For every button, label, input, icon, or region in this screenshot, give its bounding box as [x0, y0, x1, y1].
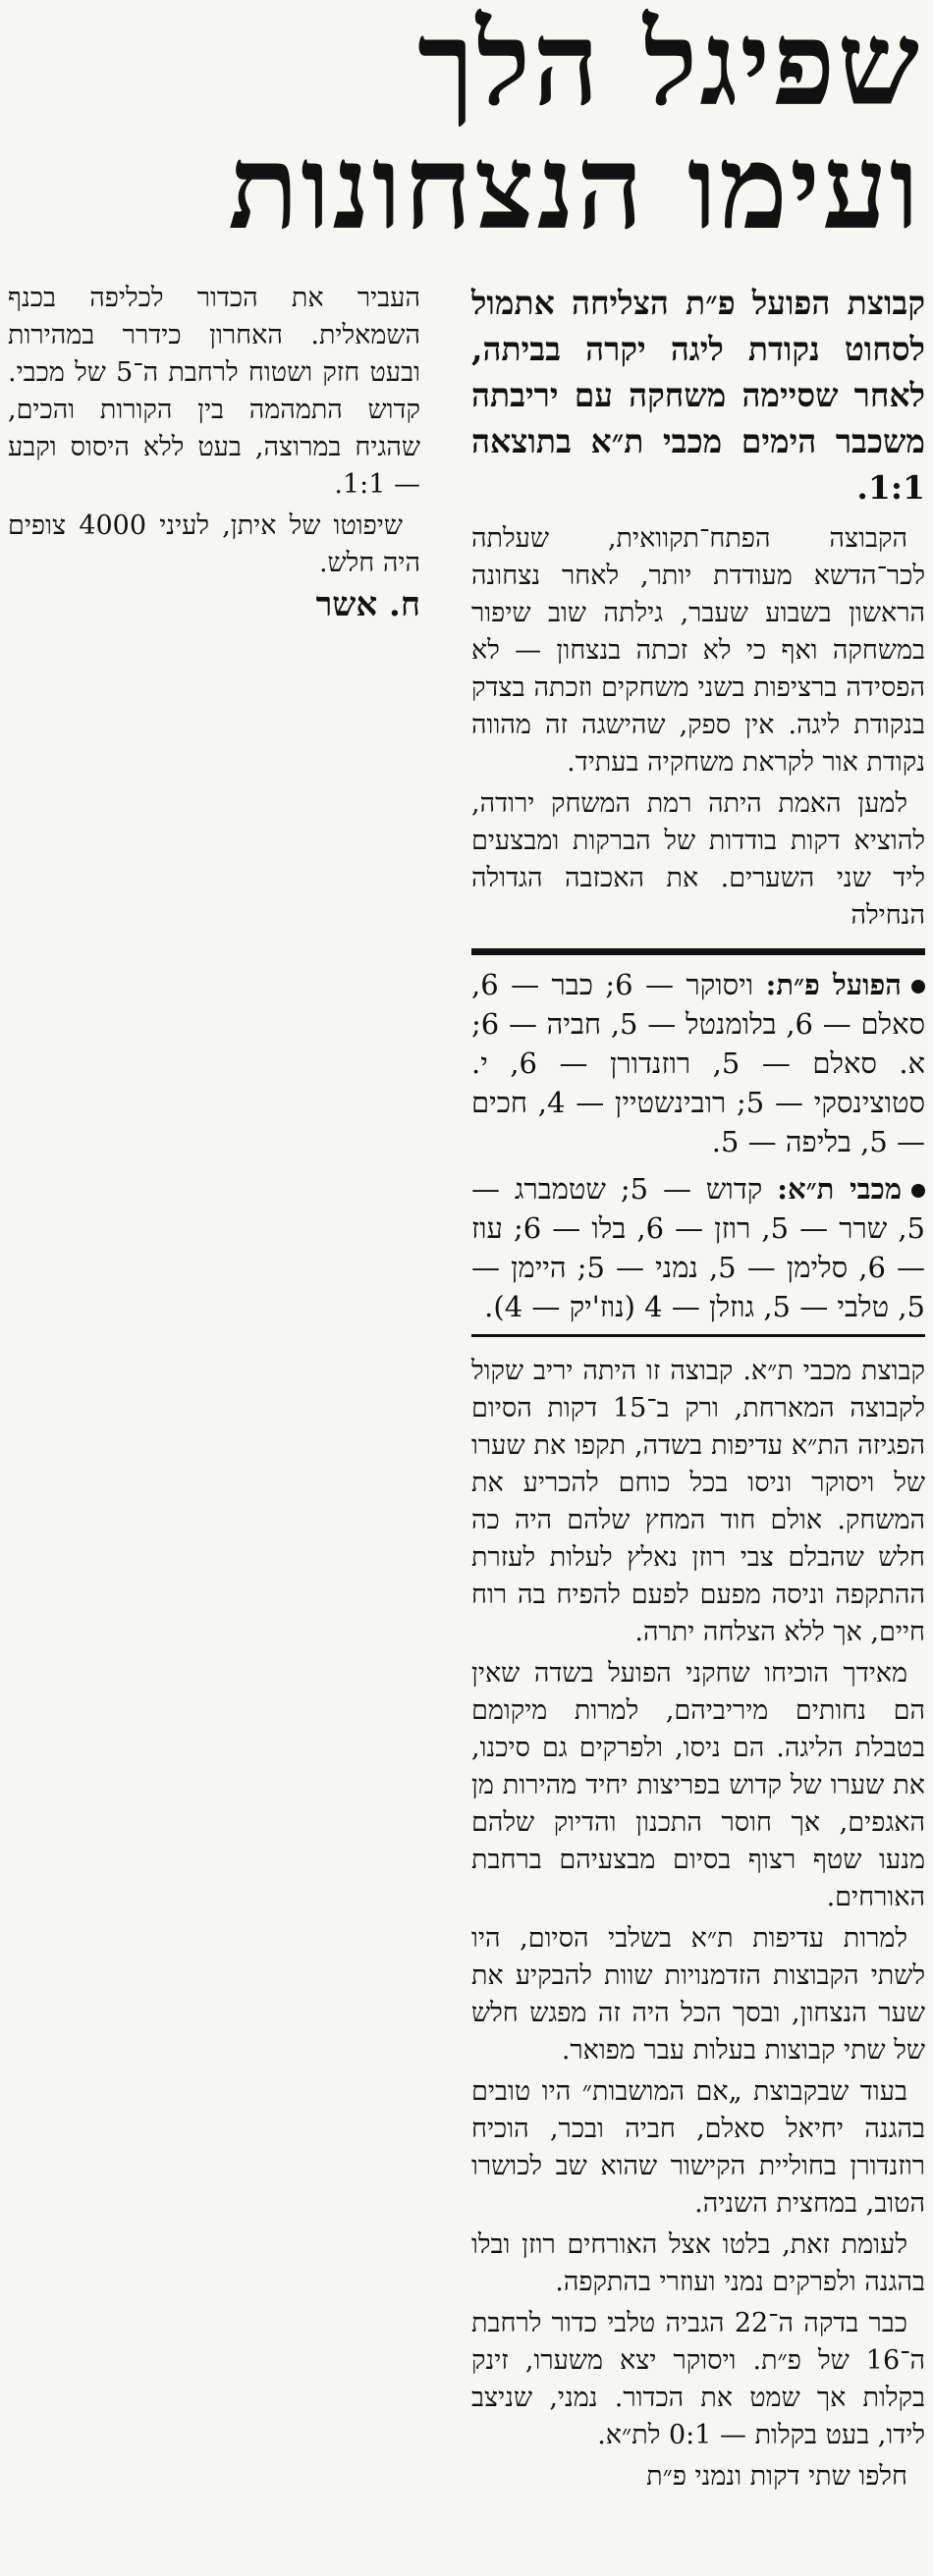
bullet-icon: [911, 980, 925, 993]
lineup-hapoel-players: ויסוקר — 6; כבר — 6, סאלם — 6, בלומנטל — 5, חביה — 6; א. סאלם — 5, רוזנדורן — 6, י. סטוצינסקי — 5; רובינשטיין — 4, חכים — 5, בליפה — 5.: [471, 968, 926, 1158]
article-left-column: [8, 280, 420, 623]
body-paragraph-6: בעוד שבקבוצת „אם המושבות״ היו טובים בהגנה יחיאל סאלם, חביה ובכר, הוכיח רוזנדורן בחוליית הקישור שהוא שב לכושרו הטוב, במחצית השניה.: [471, 2076, 925, 2219]
article-right-column: [471, 280, 925, 2499]
body-paragraph-9: חלפו שתי דקות ונמני פ״ת: [646, 2461, 907, 2492]
lead-paragraph: קבוצת הפועל פ״ת הצליחה אתמול לסחוט נקודת ליגה יקרה בביתה, לאחר שסיימה משחקה עם יריבתה משכבר הימים מכבי ת״א בתוצאה 1:1.: [471, 284, 925, 507]
lineup-hapoel-team: הפועל פ״ת:: [765, 968, 902, 1001]
lineup-bottom-rule: [471, 1334, 925, 1337]
headline-line-1: שפיגל הלך: [417, 0, 921, 132]
lineup-maccabi-team: מכבי ת״א:: [777, 1172, 903, 1206]
lineup-maccabi: [471, 1169, 925, 1326]
body-paragraph-2: למען האמת היתה רמת המשחק ירודה, להוציא דקות בודדות של הברקות ומבצעים ליד שני השערים. את האכזבה הגדולה הנחילה: [471, 788, 925, 931]
author-signature: ח. אשר: [315, 585, 420, 624]
continuation-paragraph-1: העביר את הכדור לכליפה בכנף השמאלית. האחרון כידרר במהירות ובעט חזק ושטוח לרחבת ה־5 של מכבי. קדוש התמהמה בין הקורות והכים, שהגיח במרוצה, בעט ללא היסוס וקבע — 1:1.: [8, 283, 420, 500]
body-paragraph-7: לעומת זאת, בלטו אצל האורחים רוזן ובלו בהגנה ולפרקים נמני ועוזרי בהתקפה.: [471, 2229, 925, 2297]
body-paragraph-4: מאידך הוכיחו שחקני הפועל בשדה שאין הם נחותים מיריביהם, למרות מיקומם בטבלת הליגה. הם ניסו, ולפרקים גם סיכנו, את שערו של קדוש בפריצות יחיד מהירות מן האגפים, אך חוסר התכנון והדיוק שלהם מנעו שטף רצוף בסיום מבצעיהם ברחבת האורחים.: [471, 1658, 925, 1912]
body-paragraph-3: קבוצת מכבי ת״א. קבוצה זו היתה יריב שקול לקבוצה המארחת, ורק ב־15 דקות הסיום הפגיזה הת״א עדיפות בשדה, תקפו את שערו של ויסוקר וניסו בכל כוחם להכריע את המשחק. אולם חוד המחץ שלהם היה כה חלש שהבלם צבי רוזן נאלץ לעלות לעזרת ההתקפה וניסה מפעם לפעם להפיח בה רוח חיים, אך ללא הצלחה יתרה.: [471, 1356, 926, 1647]
lineup-maccabi-players: קדוש — 5; שטמברג — 5, שרר — 5, רוזן — 6, בלו — 6; עוז — 6, סלימן — 5, נמני — 5; היימן — 5, טלבי — 5, גוזלן — 4 (נוז'יק — 4).: [471, 1172, 926, 1323]
lineup-hapoel: [471, 965, 925, 1161]
body-paragraph-1: הקבוצה הפתח־תקוואית, שעלתה לכר־הדשא מעודדת יותר, לאחר נצחונה הראשון בשבוע שעבר, גילתה שוב שיפור במשחקה ואף כי לא זכתה בנצחון — לא הפסידה ברציפות בשני משחקים וזכתה בצדק בנקודת ליגה. אין ספק, שהישגה זה מהווה נקודת אור לקראת משחקיה בעתיד.: [471, 523, 925, 778]
body-paragraph-8: כבר בדקה ה־22 הגביה טלבי כדור לרחבת ה־16 של פ״ת. ויסוקר יצא משערו, זינק בקלות אך שמט את הכדור. נמני, שניצב לידו, בעט בקלות — 0:1 לת״א.: [471, 2308, 925, 2450]
bullet-icon: [911, 1184, 925, 1198]
lineup-top-rule: [471, 948, 925, 955]
headline-line-2: ועימו הנצחונות: [228, 119, 921, 255]
body-paragraph-5: למרות עדיפות ת״א בשלבי הסיום, היו לשתי הקבוצות הזדמנויות שוות להבקיע את שער הנצחון, ובסך הכל היה זה מפגש חלש של שתי קבוצות בעלות עבר מפואר.: [471, 1923, 925, 2066]
continuation-paragraph-2: שיפוטו של איתן, לעיני 4000 צופים היה חלש.: [8, 510, 420, 578]
